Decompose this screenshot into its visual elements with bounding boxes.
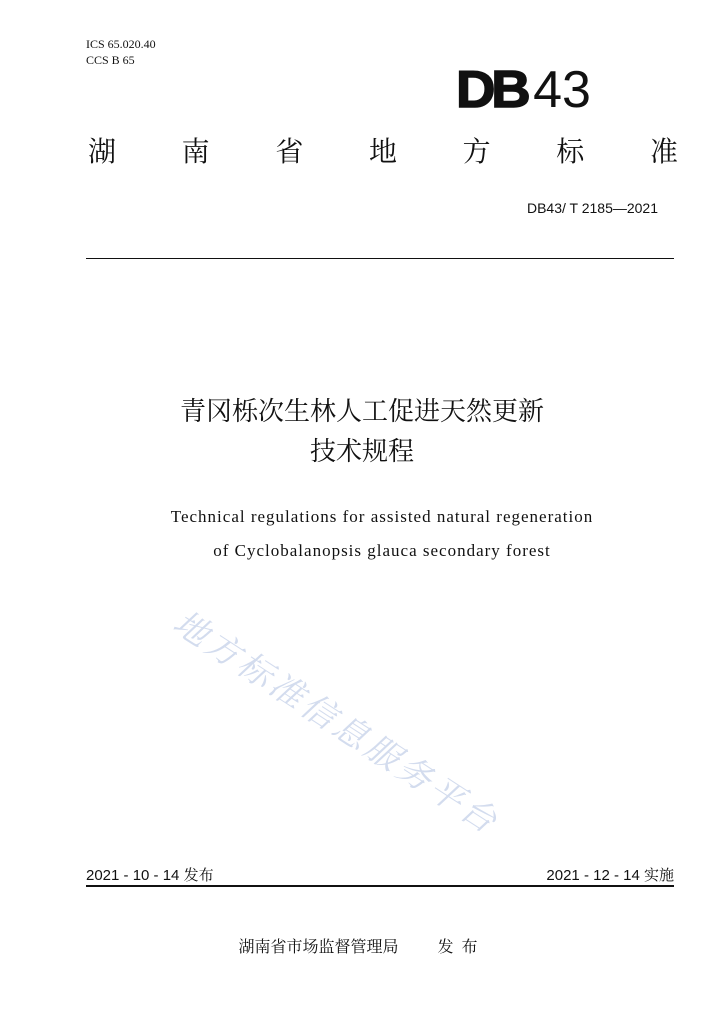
english-title	[0, 500, 724, 568]
issue-label: 发布	[183, 866, 214, 884]
issue-date-value: 2021 - 10 - 14	[86, 867, 180, 884]
publisher-action: 发布	[437, 937, 486, 956]
standard-type-char: 省	[275, 135, 304, 168]
header-divider	[86, 258, 674, 259]
watermark: 地方标准信息服务平台	[165, 602, 507, 844]
publisher	[0, 934, 724, 957]
publisher-name: 湖南省市场监督管理局	[238, 937, 399, 956]
standard-type-char: 湖	[88, 135, 117, 168]
implementation-date	[546, 864, 674, 885]
english-title-line-2: of Cyclobalanopsis glauca secondary forest	[213, 541, 551, 560]
chinese-title	[0, 392, 724, 472]
db43-logo	[456, 61, 591, 119]
classification-codes	[86, 36, 156, 68]
chinese-title-line-2: 技术规程	[309, 437, 414, 467]
standard-type-char: 标	[556, 135, 585, 168]
standard-type-char: 方	[462, 135, 491, 168]
implementation-date-value: 2021 - 12 - 14	[546, 867, 640, 884]
chinese-title-line-1: 青冈栎次生林人工促进天然更新	[179, 397, 544, 427]
english-title-line-1: Technical regulations for assisted natural regeneration	[170, 507, 594, 526]
ccs-code: CCS B 65	[86, 53, 135, 67]
standard-type-char: 地	[368, 135, 397, 168]
issue-date	[86, 864, 214, 885]
implementation-label: 实施	[643, 866, 674, 884]
logo-number: 43	[533, 61, 591, 119]
standard-type-char: 南	[181, 135, 210, 168]
standard-number: DB43/ T 2185—2021	[526, 200, 658, 216]
ics-code: ICS 65.020.40	[86, 37, 156, 51]
standard-type-heading	[88, 134, 678, 170]
logo-letters: DB	[456, 61, 527, 119]
footer-divider	[86, 885, 674, 887]
standard-type-char: 准	[649, 135, 678, 168]
